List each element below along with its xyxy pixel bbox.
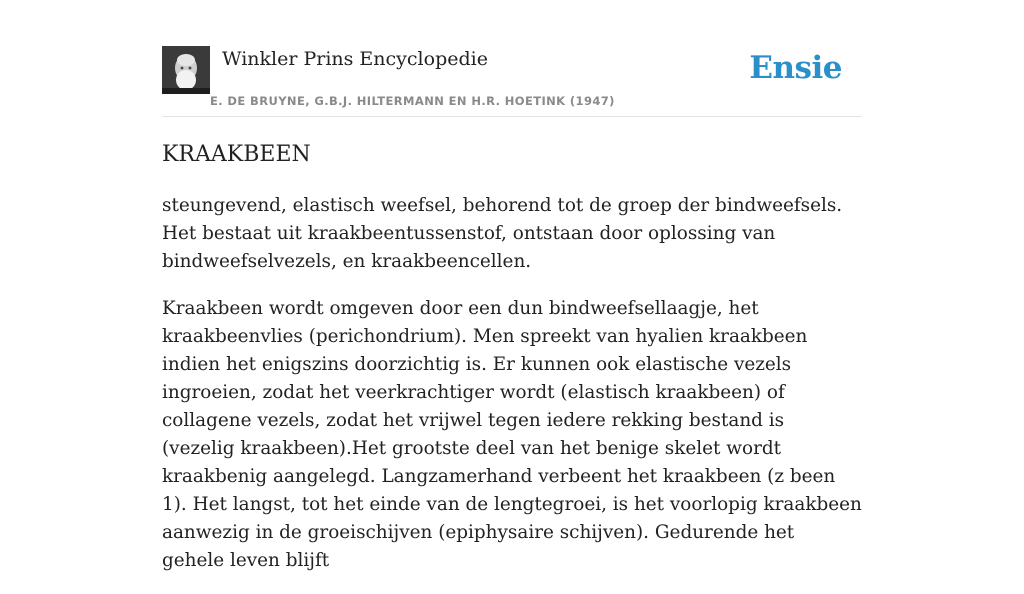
source-authors: E. DE BRUYNE, G.B.J. HILTERMANN EN H.R. HOETINK (1947) [210,94,615,108]
entry-content [162,192,862,594]
entry-title: KRAAKBEEN [162,142,311,167]
author-portrait-icon[interactable] [162,46,210,94]
paragraph: Kraakbeen wordt omgeven door een dun bindweefsellaagje, het kraakbeenvlies (perichondrium). Men spreekt van hyalien kraakbeen indien het enigszins doorzichtig is. Er kunnen ook elastische vezels ingroeien, zodat het veerkrachtiger wordt (elastisch kraakbeen) of collagene vezels, zodat het vrijwel tegen iedere rekking bestand is (vezelig kraakbeen).Het grootste deel van het benige skelet wordt kraakbenig aangelegd. Langzamerhand verbeent het kraakbeen (z been 1). Het langst, tot het einde van de lengtegroei, is het voorlopig kraakbeen aanwezig in de groeischijven (epiphysaire schijven). Gedurende het gehele leven blijft [162,298,862,571]
brand-logo[interactable]: Ensie [749,50,842,86]
source-header [162,46,862,117]
paragraph: steungevend, elastisch weefsel, behorend tot de groep der bindweefsels. Het bestaat uit kraakbeentussenstof, ontstaan door oplossing van bindweefselvezels, en kraakbeencellen. [162,195,843,272]
source-title[interactable]: Winkler Prins Encyclopedie [222,48,488,70]
